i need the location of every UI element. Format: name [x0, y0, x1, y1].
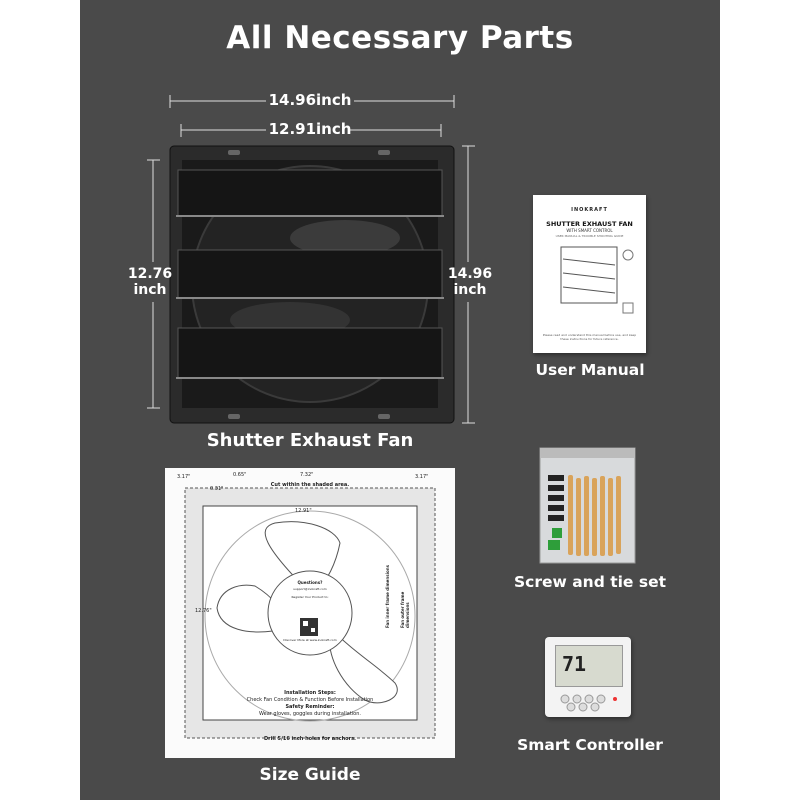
controller-caption: Smart Controller	[517, 736, 663, 754]
guide-margin-left: 3.17"	[177, 474, 191, 480]
screws-caption: Screw and tie set	[514, 573, 666, 591]
guide-side-text-1: Fan inner frame dimensions	[385, 565, 390, 628]
dimension-left-unit: inch	[133, 282, 167, 298]
guide-questions: Questions?	[297, 580, 323, 585]
dimension-left-height	[120, 266, 180, 298]
dimension-right-unit: inch	[453, 282, 487, 298]
guide-drill-text: Drill 5/16 inch holes for anchors.	[264, 736, 356, 742]
guide-install-text: Check Fan Condition & Function Before Installation	[246, 697, 374, 703]
dimension-right-value: 14.96	[447, 266, 493, 282]
size-guide-caption: Size Guide	[259, 765, 361, 785]
page-title: All Necessary Parts	[226, 20, 574, 56]
manual-caption: User Manual	[535, 361, 645, 379]
dimension-outer-width: 14.96inch	[268, 91, 352, 109]
manual-fan-drawing	[533, 195, 646, 353]
fan-caption: Shutter Exhaust Fan	[206, 430, 414, 451]
controller-buttons	[545, 637, 631, 717]
guide-email: support@inokraft.com	[293, 587, 327, 591]
guide-side-text-2: Fan outer frame dimensions	[400, 591, 410, 628]
manual-footer: Please read and understand this manual before use, and keep these instructions for future reference.	[542, 333, 637, 341]
manual-subtitle: USER MANUAL & TROUBLE SHOOTING GUIDE	[555, 234, 624, 238]
manual-heading: SHUTTER EXHAUST FAN	[546, 220, 633, 228]
guide-discover: Discover More at www.inokraft.com	[283, 638, 337, 642]
guide-inner-dim-v: 12.76"	[195, 608, 212, 614]
guide-margin-732: 7.32"	[300, 472, 314, 478]
guide-safety-title: Safety Reminder:	[285, 704, 335, 710]
guide-margin-065: 0.65"	[233, 472, 247, 478]
dimension-right-height	[440, 266, 500, 298]
guide-inner-dim: 12.91"	[295, 508, 312, 514]
manual-brand: INOKRAFT	[571, 207, 608, 213]
guide-margin-right: 3.17"	[415, 474, 429, 480]
guide-register: Register Your Product to:	[291, 595, 329, 599]
guide-install-title: Installation Steps:	[284, 690, 336, 696]
guide-cut-text: Cut within the shaded area.	[270, 482, 350, 488]
user-manual-image	[533, 195, 646, 353]
manual-subheading: WITH SMART CONTROL	[566, 228, 613, 233]
smart-controller-image	[545, 637, 631, 717]
guide-margin-031: 0.31"	[210, 486, 224, 492]
dimension-inner-width: 12.91inch	[268, 120, 352, 138]
size-guide-sheet	[165, 468, 455, 758]
controller-display: 71	[562, 652, 587, 676]
dimension-left-value: 12.76	[127, 266, 173, 282]
guide-safety-text: Wear gloves, goggles during installation.	[258, 711, 362, 717]
